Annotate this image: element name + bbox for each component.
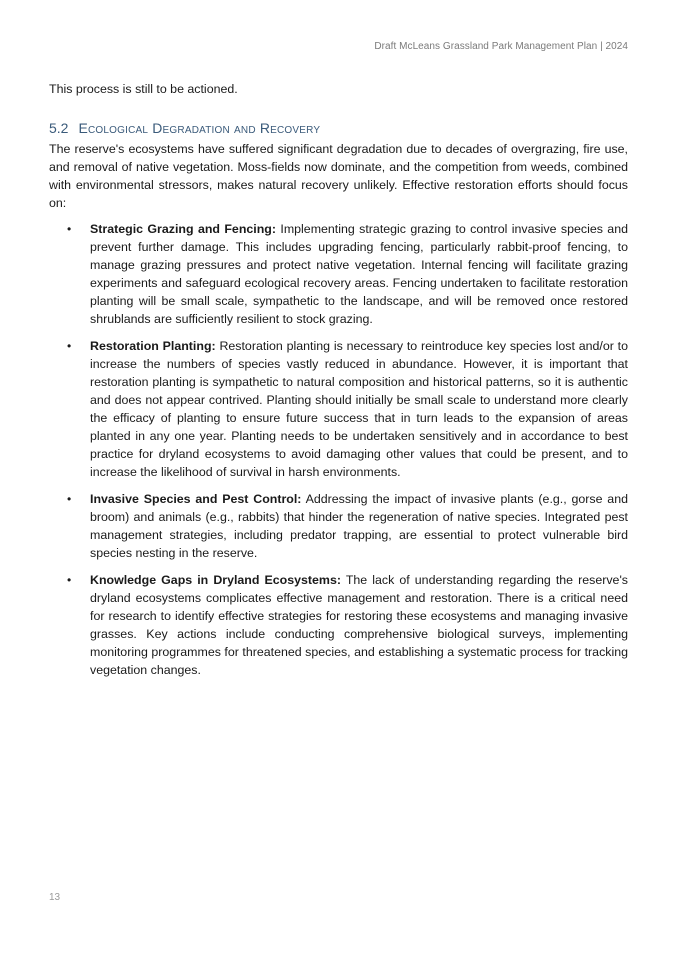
section-heading bbox=[49, 118, 628, 138]
bullet-term: Restoration Planting: bbox=[90, 339, 216, 353]
bullet-icon: • bbox=[67, 222, 72, 236]
section-lead-paragraph: The reserve's ecosystems have suffered significant degradation due to decades of overgrazing, fire use, and removal of native vegetation. Moss-fields now dominate, and the competition from weeds, combined with environmental stressors, makes natural recovery unlikely. Effective restoration efforts should focus on: bbox=[49, 142, 628, 210]
bullet-term: Strategic Grazing and Fencing: bbox=[90, 222, 276, 236]
bullet-text: Implementing strategic grazing to control invasive species and prevent further damage. This includes upgrading fencing, particularly rabbit-proof fencing, to manage grazing pressures and protect native vegetation. Internal fencing will facilitate grazing experiments and safeguard ecological recovery areas. Fencing undertaken to facilitate restoration planting will be small scale, sympathetic to the landscape, and will be removed once restored shrublands are sufficiently resilient to stock grazing. bbox=[90, 222, 628, 326]
intro-paragraph: This process is still to be actioned. bbox=[49, 82, 238, 96]
section-number: 5.2 bbox=[49, 120, 69, 136]
page-number: 13 bbox=[49, 892, 61, 903]
bullet-text: Addressing the impact of invasive plants (e.g., gorse and broom) and animals (e.g., rabbits) that hinder the regeneration of native species. Integrated pest management strategies, including predator trapping, are essential to protect vulnerable bird species nesting in the reserve. bbox=[90, 492, 628, 560]
bullet-icon: • bbox=[67, 339, 72, 353]
bullet-text: Restoration planting is necessary to reintroduce key species lost and/or to increase the numbers of species vastly reduced in abundance. However, it is important that restoration planting is sympathetic to natural composition and historical patterns, so it is authentic and does not appear contrived. Planting should initially be small scale to understand more clearly the efficacy of planting to ensure future success that in turn leads to the expansion of areas planted in any one year. Planting needs to be undertaken sensitively and in accordance to best practice for dryland ecosystems to avoid damaging other values that could be present, and to increase the likelihood of survival in harsh environments. bbox=[90, 339, 628, 479]
list-item bbox=[49, 490, 628, 562]
section-title: Ecological Degradation and Recovery bbox=[78, 120, 321, 136]
list-item bbox=[49, 220, 628, 328]
bullet-icon: • bbox=[67, 573, 72, 587]
list-item bbox=[49, 337, 628, 481]
bullet-list bbox=[49, 220, 628, 679]
bullet-term: Invasive Species and Pest Control: bbox=[90, 492, 302, 506]
list-item bbox=[49, 571, 628, 679]
bullet-icon: • bbox=[67, 492, 72, 506]
page-content bbox=[49, 80, 628, 688]
bullet-term: Knowledge Gaps in Dryland Ecosystems: bbox=[90, 573, 341, 587]
bullet-text: The lack of understanding regarding the reserve's dryland ecosystems complicates effective management and restoration. There is a critical need for research to identify effective strategies for restoring these ecosystems and managing invasive grasses. Key actions include conducting comprehensive biological surveys, implementing monitoring programmes for threatened species, and establishing a systematic process for tracking vegetation changes. bbox=[90, 573, 629, 677]
running-header: Draft McLeans Grassland Park Management Plan | 2024 bbox=[374, 41, 628, 52]
